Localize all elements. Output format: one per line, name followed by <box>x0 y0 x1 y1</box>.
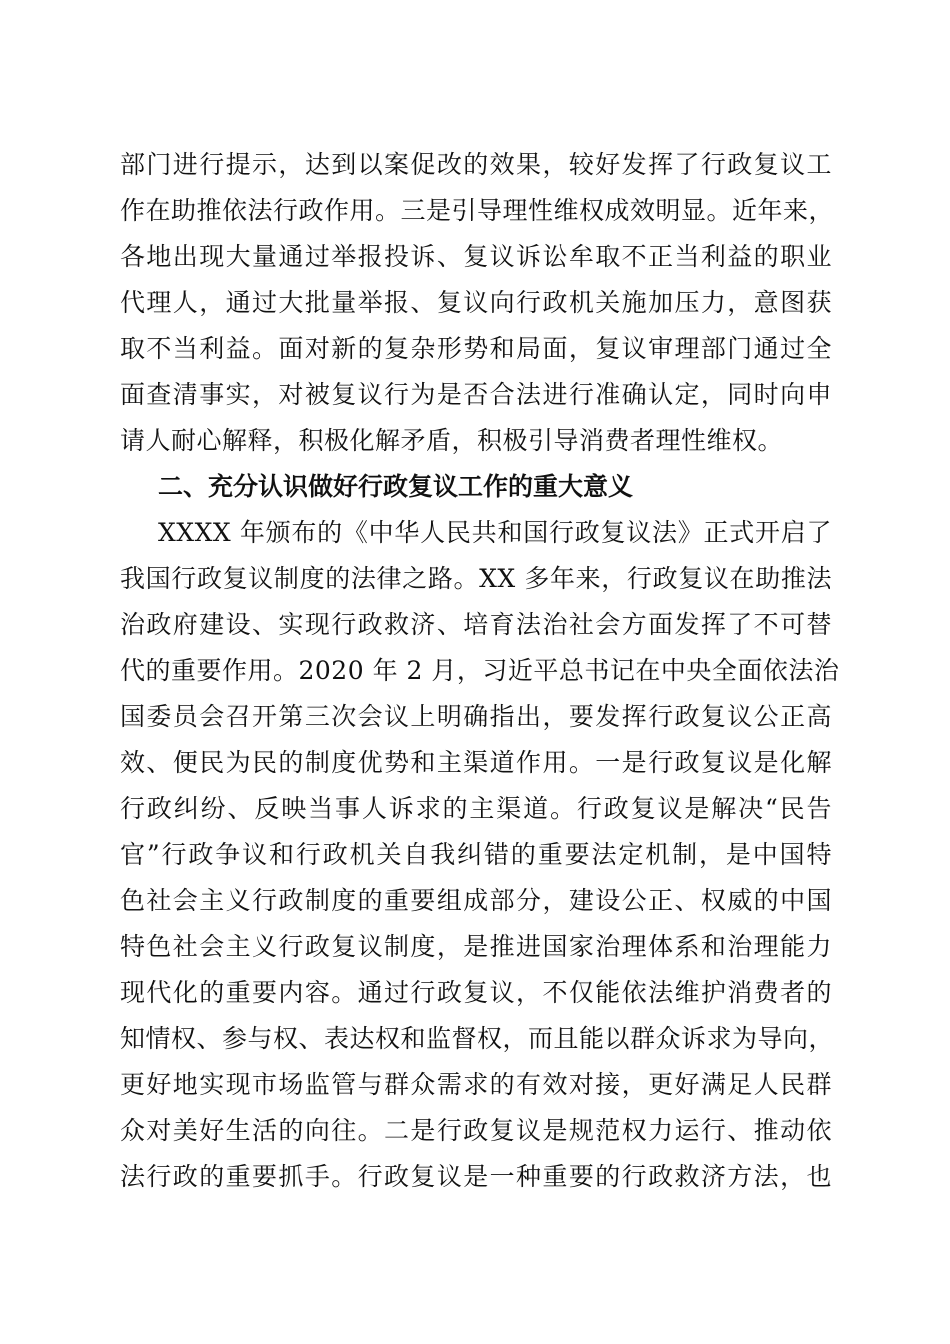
paragraph-1-line-6: 面查清事实，对被复议行为是否合法进行准确认定，同时向申 <box>120 380 832 409</box>
paragraph-2-line-15: 法行政的重要抓手。行政复议是一种重要的行政救济方法，也 <box>120 1162 832 1191</box>
paragraph-2-line-7: 行政纠纷、反映当事人诉求的主渠道。行政复议是解决“民告 <box>120 794 832 823</box>
paragraph-1-line-5: 取不当利益。面对新的复杂形势和局面，复议审理部门通过全 <box>120 334 832 363</box>
paragraph-2-line-12: 知情权、参与权、表达权和监督权，而且能以群众诉求为导向， <box>120 1024 835 1053</box>
paragraph-2-line-1: XXXX 年颁布的《中华人民共和国行政复议法》正式开启了 <box>158 518 832 547</box>
paragraph-1-line-7: 请人耐心解释，积极化解矛盾，积极引导消费者理性维权。 <box>120 426 784 455</box>
paragraph-1-line-1: 部门进行提示，达到以案促改的效果，较好发挥了行政复议工 <box>120 150 832 179</box>
paragraph-2-line-9: 色社会主义行政制度的重要组成部分，建设公正、权威的中国 <box>120 886 832 915</box>
section-heading: 二、充分认识做好行政复议工作的重大意义 <box>158 472 634 501</box>
paragraph-2-line-14: 众对美好生活的向往。二是行政复议是规范权力运行、推动依 <box>120 1116 832 1145</box>
paragraph-2-line-5: 国委员会召开第三次会议上明确指出，要发挥行政复议公正高 <box>120 702 832 731</box>
paragraph-2-line-3: 治政府建设、实现行政救济、培育法治社会方面发挥了不可替 <box>120 610 832 639</box>
paragraph-2-line-4: 代的重要作用。2020 年 2 月，习近平总书记在中央全面依法治 <box>120 656 840 685</box>
paragraph-2-line-11: 现代化的重要内容。通过行政复议，不仅能依法维护消费者的 <box>120 978 832 1007</box>
paragraph-2-line-10: 特色社会主义行政复议制度，是推进国家治理体系和治理能力 <box>120 932 832 961</box>
paragraph-2-line-13: 更好地实现市场监管与群众需求的有效对接，更好满足人民群 <box>120 1070 832 1099</box>
paragraph-1-line-4: 代理人，通过大批量举报、复议向行政机关施加压力，意图获 <box>120 288 832 317</box>
paragraph-2-line-2: 我国行政复议制度的法律之路。XX 多年来，行政复议在助推法 <box>120 564 832 593</box>
paragraph-2-line-8: 官”行政争议和行政机关自我纠错的重要法定机制，是中国特 <box>120 840 832 869</box>
paragraph-1-line-2: 作在助推依法行政作用。三是引导理性维权成效明显。近年来， <box>120 196 835 225</box>
paragraph-2-line-6: 效、便民为民的制度优势和主渠道作用。一是行政复议是化解 <box>120 748 832 777</box>
paragraph-1-line-3: 各地出现大量通过举报投诉、复议诉讼牟取不正当利益的职业 <box>120 242 832 271</box>
